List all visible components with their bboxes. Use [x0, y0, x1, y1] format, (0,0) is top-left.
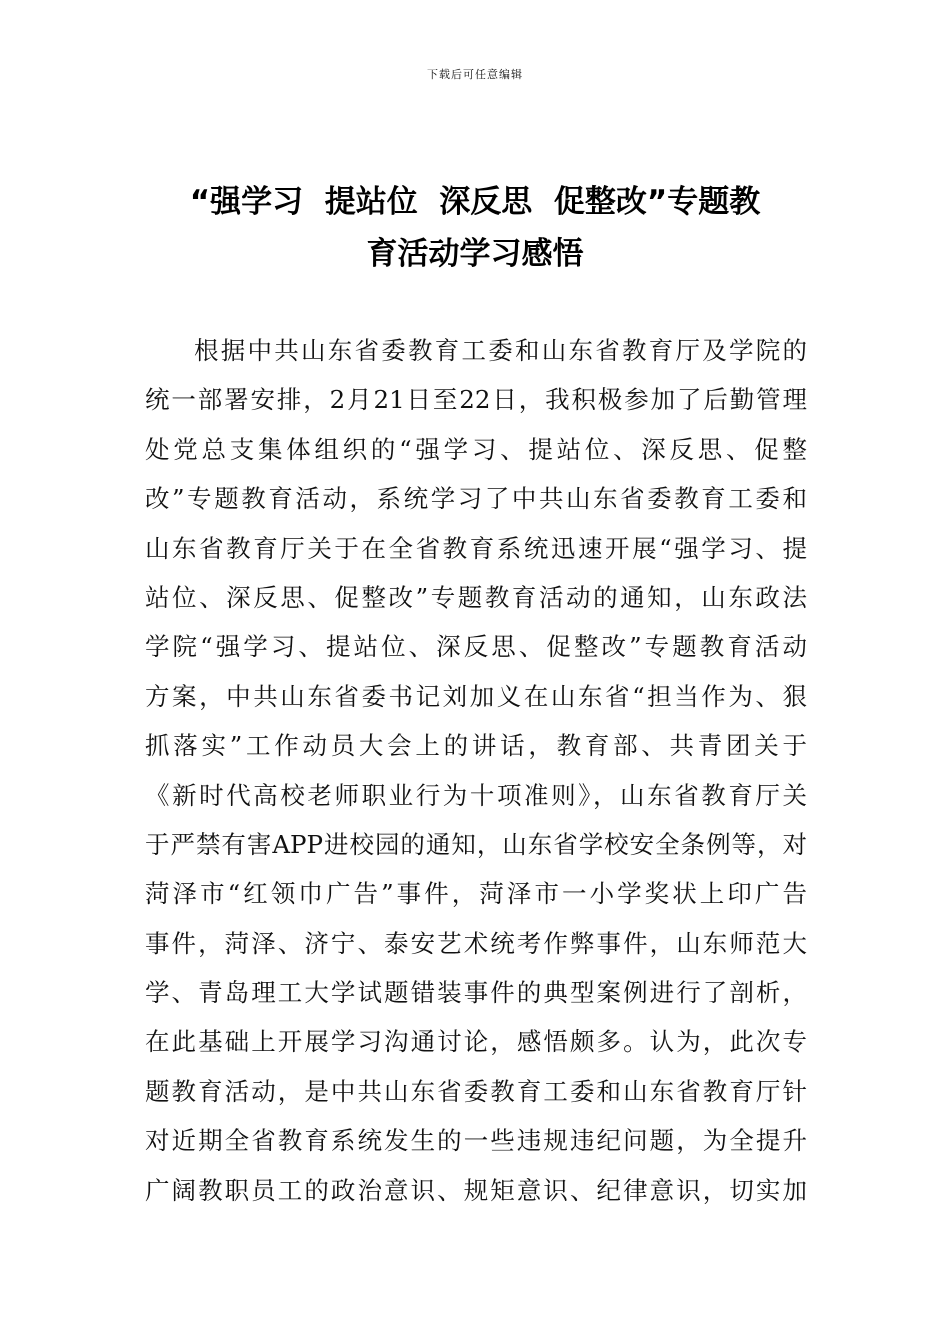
body-line: 《新时代高校老师职业行为十项准则》，山东省教育厅关 — [145, 780, 807, 810]
body-line: 事件，菏泽、济宁、泰安艺术统考作弊事件，山东师范大 — [145, 928, 807, 958]
body-line: 改”专题教育活动，系统学习了中共山东省委教育工委和 — [145, 484, 807, 514]
body-line: 方案，中共山东省委书记刘加义在山东省“担当作为、狠 — [145, 681, 807, 711]
body-line: 处党总支集体组织的“强学习、提站位、深反思、促整 — [145, 434, 807, 464]
body-line: 根据中共山东省委教育工委和山东省教育厅及学院的 — [194, 336, 807, 365]
body-line: 学、青岛理工大学试题错装事件的典型案例进行了剖析， — [145, 978, 807, 1008]
body-line: 在此基础上开展学习沟通讨论，感悟颇多。认为，此次专 — [145, 1027, 807, 1057]
body-line: 广阔教职员工的政治意识、规矩意识、纪律意识，切实加 — [145, 1175, 807, 1205]
document-title — [140, 176, 810, 280]
body-line: 山东省教育厅关于在全省教育系统迅速开展“强学习、提 — [145, 533, 807, 563]
body-paragraph — [145, 326, 807, 1215]
body-line: 对近期全省教育系统发生的一些违规违纪问题，为全提升 — [145, 1126, 807, 1156]
header-note: 下载后可任意编辑 — [427, 68, 523, 81]
body-line: 于严禁有害APP进校园的通知，山东省学校安全条例等，对 — [145, 829, 807, 859]
title-line-1: “强学习 提站位 深反思 促整改”专题教 — [189, 184, 761, 220]
title-line-2: 育活动学习感悟 — [366, 236, 584, 272]
body-line: 菏泽市“红领巾广告”事件，菏泽市一小学奖状上印广告 — [145, 879, 807, 909]
body-line: 学院“强学习、提站位、深反思、促整改”专题教育活动 — [145, 632, 807, 662]
body-line: 统一部署安排，2月21日至22日，我积极参加了后勤管理 — [145, 385, 807, 415]
body-line: 题教育活动，是中共山东省委教育工委和山东省教育厅针 — [145, 1076, 807, 1106]
body-line: 抓落实”工作动员大会上的讲话，教育部、共青团关于 — [145, 731, 807, 761]
body-line: 站位、深反思、促整改”专题教育活动的通知，山东政法 — [145, 582, 807, 612]
